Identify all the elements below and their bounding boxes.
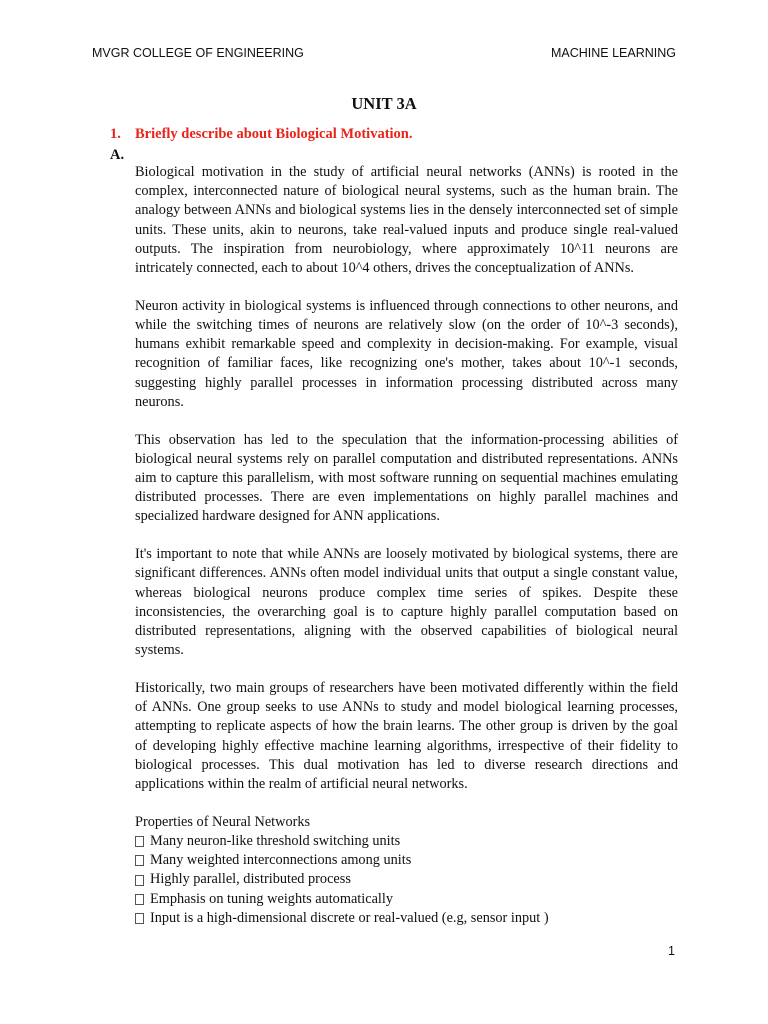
header-subject: MACHINE LEARNING xyxy=(550,46,676,60)
list-item xyxy=(135,890,678,909)
bullet-box-icon xyxy=(135,855,144,866)
bullet-box-icon xyxy=(135,875,144,886)
bullet-box-icon xyxy=(135,913,144,924)
list-item xyxy=(135,851,678,870)
list-item xyxy=(135,870,678,889)
properties-title: Properties of Neural Networks xyxy=(135,813,311,830)
page-header xyxy=(92,46,676,66)
question-text: Briefly describe about Biological Motivation. xyxy=(135,126,413,142)
list-item-text: Many weighted interconnections among units xyxy=(150,852,412,869)
question-heading xyxy=(110,126,413,143)
paragraph: Neuron activity in biological systems is influenced through connections to other neurons, and while the switching times of neurons are relatively slow (on the order of 10^-3 seconds), humans exhibit remarkable speed and complexity in decision-making. For example, visual recognition of familiar faces, like recognizing one's mother, takes about 10^-1 seconds, suggesting highly parallel processes in information processing distributed across many neurons. xyxy=(135,297,678,410)
bullet-box-icon xyxy=(135,836,144,847)
list-item xyxy=(135,909,678,928)
paragraph: This observation has led to the speculation that the information-processing abilities of biological neural systems rely on parallel computation and distributed representations. ANNs aim to capture this parallelism, with most software running on sequential machines emulating distributed processes. There are even implementations on highly parallel machines and specialized hardware designed for ANN applications. xyxy=(135,431,678,525)
header-college: MVGR COLLEGE OF ENGINEERING xyxy=(92,46,304,60)
list-item-text: Highly parallel, distributed process xyxy=(150,871,351,888)
unit-title: UNIT 3A xyxy=(351,94,417,113)
list-item-text: Input is a high-dimensional discrete or real-valued (e.g, sensor input ) xyxy=(150,909,549,926)
page-number: 1 xyxy=(668,944,675,958)
paragraph: Biological motivation in the study of artificial neural networks (ANNs) is rooted in the complex, interconnected nature of biological neural systems, such as the human brain. The analogy between ANNs and biological systems lies in the densely interconnected set of simple units. These units, akin to neurons, take real-valued inputs and produce single real-valued outputs. The inspiration from neurobiology, where approximately 10^11 neurons are intricately connected, each to about 10^4 others, drives the conceptualization of ANNs. xyxy=(135,164,678,277)
list-item xyxy=(135,832,678,851)
paragraph: Historically, two main groups of researchers have been motivated differently within the field of ANNs. One group seeks to use ANNs to study and model biological learning processes, attempting to replicate aspects of how the brain learns. The other group is driven by the goal of developing highly effective machine learning algorithms, irrespective of their fidelity to biological processes. This dual motivation has led to diverse research directions and applications within the realm of artificial neural networks. xyxy=(135,680,678,793)
question-number: 1. xyxy=(110,126,121,142)
paragraph: It's important to note that while ANNs are loosely motivated by biological systems, there are significant differences. ANNs often model individual units that output a single constant value, whereas biological neurons produce complex time series of spikes. Despite these inconsistencies, the overarching goal is to capture highly parallel computation based on distributed representations, aligning with the observed capabilities of biological neural systems. xyxy=(135,546,678,659)
answer-body xyxy=(135,163,678,928)
properties-list xyxy=(135,832,678,928)
list-item-text: Many neuron-like threshold switching units xyxy=(150,833,401,850)
bullet-box-icon xyxy=(135,894,144,905)
list-item-text: Emphasis on tuning weights automatically xyxy=(150,890,394,907)
answer-label: A. xyxy=(110,147,125,163)
